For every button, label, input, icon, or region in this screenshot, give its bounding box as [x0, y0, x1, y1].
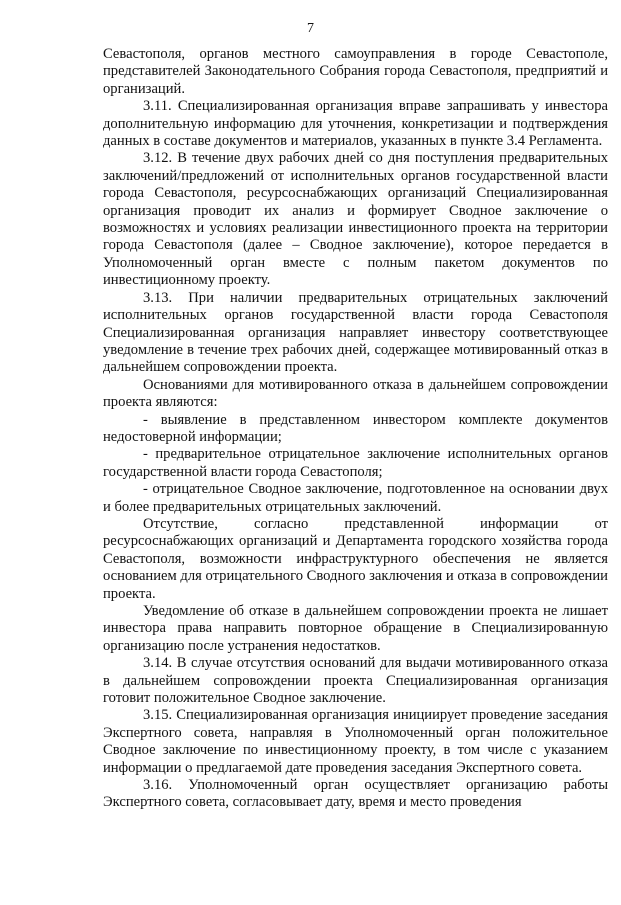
list-item-negative-summary: - отрицательное Сводное заключение, подготовленное на основании двух и более предварительных отрицательных заключений.: [103, 481, 608, 515]
paragraph-3-12: 3.12. В течение двух рабочих дней со дня поступления предварительных заключений/предложений от исполнительных органов государственной власти города Севастополя, ресурсоснабжающих организаций Специализированная организация проводит их анализ и формирует Сводное заключение о возможностях и условиях реализации инвестиционного проекта на территории города Севастополя (далее – Сводное заключение), которое передается в Уполномоченный орган вместе с полным пакетом документов по инвестиционному проекту.: [103, 150, 608, 289]
list-item-negative-preliminary: - предварительное отрицательное заключение исполнительных органов государственной власти города Севастополя;: [103, 446, 608, 480]
list-item-unreliable-info: - выявление в представленном инвестором комплекте документов недостоверной информации;: [103, 411, 608, 445]
paragraph-3-13: 3.13. При наличии предварительных отрицательных заключений исполнительных органов государственной власти города Севастополя Специализированная организация направляет инвестору соответствующее уведомление в течение трех рабочих дней, содержащее мотивированный отказ в дальнейшем сопровождении проекта.: [103, 289, 608, 376]
paragraph-3-14: 3.14. В случае отсутствия оснований для выдачи мотивированного отказа в дальнейшем сопровождении проекта Специализированная организация готовит положительное Сводное заключение.: [103, 655, 608, 707]
paragraph-3-16: 3.16. Уполномоченный орган осуществляет организацию работы Экспертного совета, согласовывает дату, время и место проведения: [103, 777, 608, 811]
paragraph-3-11: 3.11. Специализированная организация вправе запрашивать у инвестора дополнительную информацию для уточнения, конкретизации и подтверждения данных в составе документов и материалов, указанных в пункте 3.4 Регламента.: [103, 98, 608, 150]
paragraph-refusal-notice: Уведомление об отказе в дальнейшем сопровождении проекта не лишает инвестора права направить повторное обращение в Специализированную организацию после устранения недостатков.: [103, 603, 608, 654]
paragraph-refusal-grounds: Основаниями для мотивированного отказа в дальнейшем сопровождении проекта являются:: [103, 376, 608, 411]
paragraph-absence-infrastructure: Отсутствие, согласно представленной информации от ресурсоснабжающих организаций и Департамента городского хозяйства города Севастополя, возможности инфраструктурного обеспечения не является основанием для отрицательного Сводного заключения и отказа в сопровождении проекта.: [103, 515, 608, 602]
paragraph-continuation: Севастополя, органов местного самоуправления в городе Севастополе, представителей Законодательного Собрания города Севастополя, предприятий и организаций.: [103, 46, 608, 97]
paragraph-3-15: 3.15. Специализированная организация инициирует проведение заседания Экспертного совета, направляя в Уполномоченный орган положительное Сводное заключение по инвестиционному проекту, в том числе с указанием информации о предлагаемой дате проведения заседания Экспертного совета.: [103, 707, 608, 776]
document-body: [103, 46, 608, 812]
page-number: 7: [307, 21, 314, 36]
